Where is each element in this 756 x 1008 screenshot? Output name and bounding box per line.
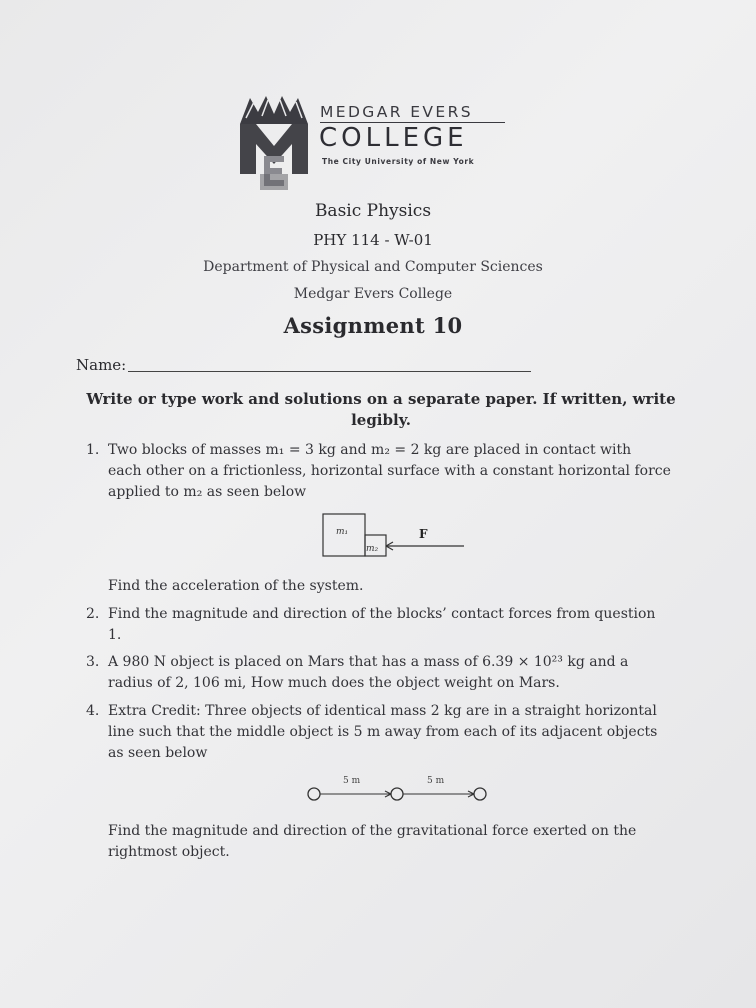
logo-text-cuny: The City University of New York (322, 157, 475, 166)
question-line: radius of 2, 106 mi, How much does the object weight on Mars. (108, 675, 560, 691)
blocks-diagram (318, 510, 470, 562)
course-title: Basic Physics (314, 201, 432, 221)
distance-label-left: 5 m (343, 776, 361, 786)
question-line: as seen below (108, 745, 208, 761)
logo-text-medgar-evers: MEDGAR EVERS (320, 103, 474, 121)
m2-label: m₂ (366, 544, 379, 554)
followup-line: Find the magnitude and direction of the gravitational force exerted on the (108, 823, 637, 839)
department-name: Department of Physical and Computer Sciences (203, 259, 543, 275)
question-number: 1. (86, 442, 100, 458)
question-number: 3. (86, 654, 100, 670)
question-line: Extra Credit: Three objects of identical mass 2 kg are in a straight horizontal (108, 703, 657, 719)
question-line: applied to m₂ as seen below (108, 484, 307, 500)
question-text (108, 652, 688, 694)
question-line: each other on a frictionless, horizontal surface with a constant horizontal force (108, 463, 671, 479)
question-line: A 980 N object is placed on Mars that has a mass of 6.39 × 10²³ kg and a (108, 654, 629, 670)
question-line: Find the magnitude and direction of the blocks’ contact forces from question (108, 606, 656, 622)
name-blank-line[interactable] (128, 371, 531, 372)
name-label: Name: (76, 356, 127, 374)
instructions: Write or type work and solutions on a separate paper. If written, write legibly. (86, 390, 676, 429)
question-number: 2. (86, 606, 100, 622)
question-4-followup (108, 821, 688, 863)
question-line: line such that the middle object is 5 m away from each of its adjacent objects (108, 724, 658, 740)
question-text (108, 440, 688, 503)
question-line: Two blocks of masses m₁ = 3 kg and m₂ = 2 kg are placed in contact with (108, 442, 632, 458)
mass-right (474, 788, 486, 800)
course-code: PHY 114 - W-01 (313, 231, 433, 249)
question-number: 4. (86, 703, 100, 719)
mass-middle (391, 788, 403, 800)
question-line: 1. (108, 627, 122, 643)
question-1-followup: Find the acceleration of the system. (108, 578, 364, 594)
m1-label: m₁ (336, 527, 349, 537)
force-label: F (419, 527, 428, 541)
college-name: Medgar Evers College (293, 286, 453, 302)
distance-label-right: 5 m (427, 776, 445, 786)
question-text (108, 604, 688, 646)
logo-text-college: COLLEGE (319, 123, 468, 153)
college-logo-mark-icon (236, 94, 314, 190)
question-text (108, 701, 688, 764)
mass-left (308, 788, 320, 800)
assignment-title: Assignment 10 (283, 313, 463, 338)
college-logo (236, 94, 526, 194)
followup-line: rightmost object. (108, 844, 230, 860)
three-masses-diagram (302, 772, 498, 806)
